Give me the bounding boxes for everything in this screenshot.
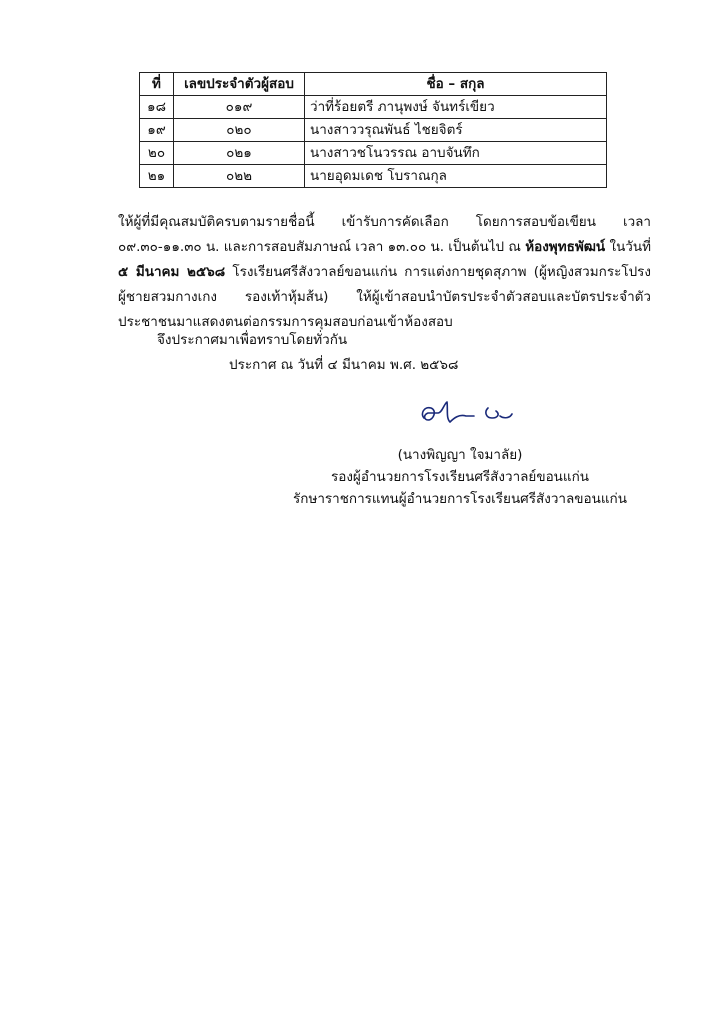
table-row <box>140 165 607 188</box>
header-full-name: ชื่อ – สกุล <box>305 73 607 96</box>
row-no: ๒๐ <box>140 142 174 165</box>
row-exam-id: ๐๒๐ <box>174 119 305 142</box>
row-no: ๑๘ <box>140 96 174 119</box>
table-header-row <box>140 73 607 96</box>
signer-name: (นางพิญญา ใจมาลัย) <box>397 447 523 463</box>
table-row <box>140 142 607 165</box>
closing-line: จึงประกาศมาเพื่อทราบโดยทั่วกัน <box>157 332 348 348</box>
announcement-text-part2: ในวันที่ <box>605 239 652 255</box>
row-exam-id: ๐๑๙ <box>174 96 305 119</box>
header-no: ที่ <box>140 73 174 96</box>
row-full-name: นางสาววรุณพันธ์ ไชยจิตร์ <box>305 119 607 142</box>
header-exam-id: เลขประจำตัวผู้สอบ <box>174 73 305 96</box>
exam-date: ๕ มีนาคม ๒๕๖๘ <box>118 264 226 280</box>
signer-acting-position: รักษาราชการแทนผู้อำนวยการโรงเรียนศรีสังวาลขอนแก่น <box>293 491 627 507</box>
row-no: ๒๑ <box>140 165 174 188</box>
announcement-paragraph <box>91 210 651 335</box>
row-exam-id: ๐๒๑ <box>174 142 305 165</box>
announcement-text-part1: ให้ผู้ที่มีคุณสมบัติครบตามรายชื่อนี้ เข้ารับการคัดเลือก โดยการสอบข้อเขียน เวลา ๐๙.๓๐-๑๑.๓๐ น. และการสอบสัมภาษณ์ เวลา ๑๓.๐๐ น. เป็นต้นไป ณ <box>118 214 651 255</box>
candidate-table <box>139 72 607 188</box>
table-row <box>140 119 607 142</box>
row-full-name: นายอุดมเดช โบราณกุล <box>305 165 607 188</box>
announcement-text-part3: โรงเรียนศรีสังวาลย์ขอนแก่น การแต่งกายชุดสุภาพ (ผู้หญิงสวมกระโปรง ผู้ชายสวมกางเกง รองเท้าหุ้มส้น) ให้ผู้เข้าสอบนำบัตรประจำตัวสอบและบัตรประจำตัวประชาชนมาแสดงตนต่อกรรมการคุมสอบก่อนเข้าห้องสอบ <box>118 264 651 330</box>
row-no: ๑๙ <box>140 119 174 142</box>
table-row <box>140 96 607 119</box>
row-full-name: นางสาวชโนวรรณ อาบจันทึก <box>305 142 607 165</box>
announcement-date-line: ประกาศ ณ วันที่ ๔ มีนาคม พ.ศ. ๒๕๖๘ <box>229 357 459 373</box>
handwritten-signature <box>414 396 524 432</box>
row-full-name: ว่าที่ร้อยตรี ภานุพงษ์ จันทร์เขียว <box>305 96 607 119</box>
row-exam-id: ๐๒๒ <box>174 165 305 188</box>
exam-room: ห้องพุทธพัฒน์ <box>525 239 606 255</box>
signer-position: รองผู้อำนวยการโรงเรียนศรีสังวาลย์ขอนแก่น <box>330 469 590 485</box>
signer-block <box>250 444 670 510</box>
